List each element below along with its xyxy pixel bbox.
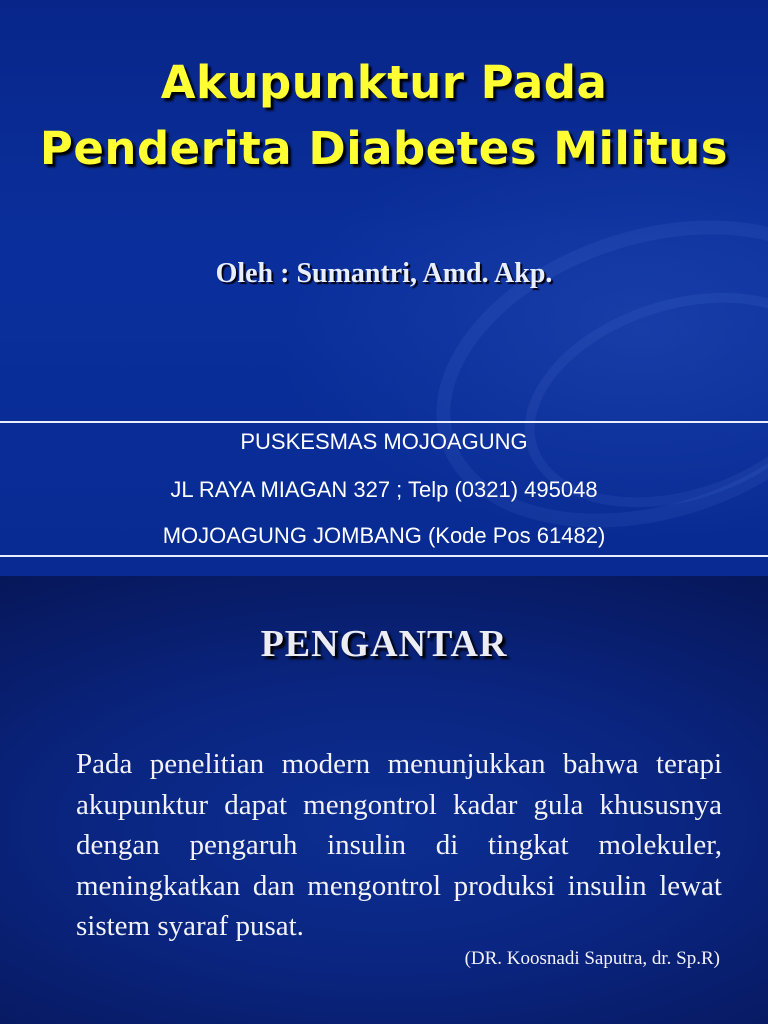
- intro-paragraph: Pada penelitian modern menunjukkan bahwa terapi akupunktur dapat mengontrol kadar gula khususnya dengan pengaruh insulin di tingkat molekuler, meningkatkan dan mengontrol produksi insulin lewat sistem syaraf pusat.: [76, 748, 722, 942]
- citation: (DR. Koosnadi Saputra, dr. Sp.R): [464, 948, 720, 969]
- slide-title-line-2: Penderita Diabetes Militus: [39, 122, 729, 175]
- slide-title-line-1: Akupunktur Pada: [160, 56, 608, 109]
- intro-slide: [0, 576, 768, 1024]
- address-line-institution: PUSKESMAS MOJOAGUNG: [240, 429, 528, 454]
- bottom-divider: [0, 555, 768, 557]
- slide-heading: PENGANTAR: [260, 623, 508, 665]
- author-line: Oleh : Sumantri, Amd. Akp.: [215, 258, 553, 289]
- top-divider: [0, 421, 768, 423]
- address-line-street-phone: JL RAYA MIAGAN 327 ; Telp (0321) 495048: [170, 477, 598, 502]
- address-line-city-postcode: MOJOAGUNG JOMBANG (Kode Pos 61482): [162, 523, 606, 548]
